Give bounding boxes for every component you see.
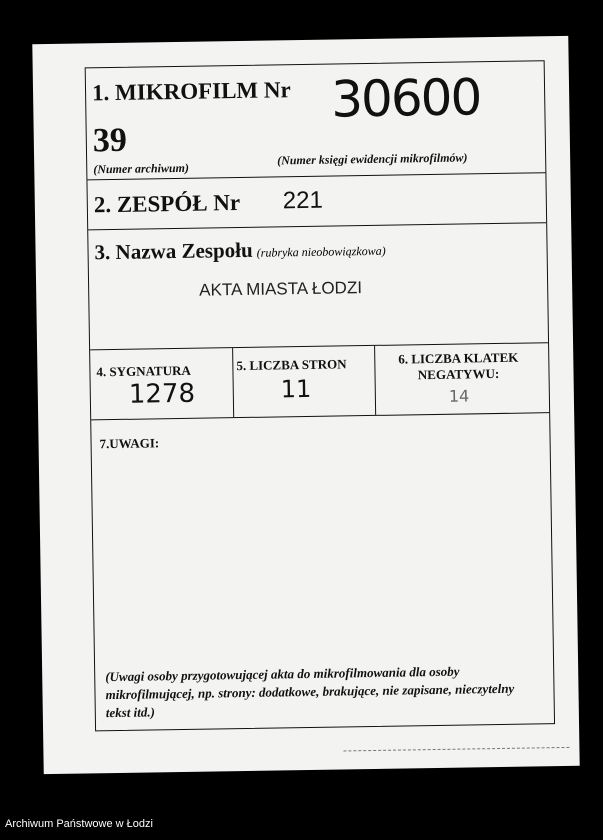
signature-cell [90,348,234,419]
fonds-number-row [87,173,546,230]
pages-value: 11 [280,374,312,404]
microfilm-row [86,61,546,180]
microfilm-form [85,60,555,731]
signature-value: 1278 [128,378,196,410]
field3-label: 3. Nazwa Zespołu [94,237,253,265]
scanned-card [32,36,579,774]
fonds-name: AKTA MIASTA ŁODZI [199,278,363,300]
field4-label: 4. SYGNATURA [96,362,191,380]
archive-credit: Archiwum Państwowe w Łodzi [5,818,153,830]
counts-row [90,343,549,420]
field6-label: 6. LICZBA KLATEK NEGATYWU: [398,349,519,383]
registry-caption: (Numer księgi ewidencji mikrofilmów) [277,150,468,168]
field1-label: 1. MIKROFILM Nr [91,77,291,106]
frames-cell [378,349,538,406]
microfilm-number: 30600 [330,68,481,129]
pages-cell [232,346,376,417]
archive-number: 39 [92,121,128,160]
field5-label: 5. LICZBA STRON [236,356,347,374]
field2-label: 2. ZESPÓŁ Nr [93,190,241,218]
dashed-line [343,747,569,752]
remarks-note: (Uwagi osoby przygotowującej akta do mikrofilmowania dla osoby mikrofilmującej, np. strony: dodatkowe, brakujące, nie zapisane, nieczytelny tekst itd.) [105,663,515,721]
remarks-row [91,413,554,730]
fonds-name-row [88,223,548,350]
frames-value: 14 [448,386,470,406]
fonds-number: 221 [282,186,324,215]
field3-note: (rubryka nieobowiązkowa) [256,243,386,260]
field7-label: 7.UWAGI: [99,435,160,452]
archive-number-caption: (Numer archiwum) [93,160,190,177]
